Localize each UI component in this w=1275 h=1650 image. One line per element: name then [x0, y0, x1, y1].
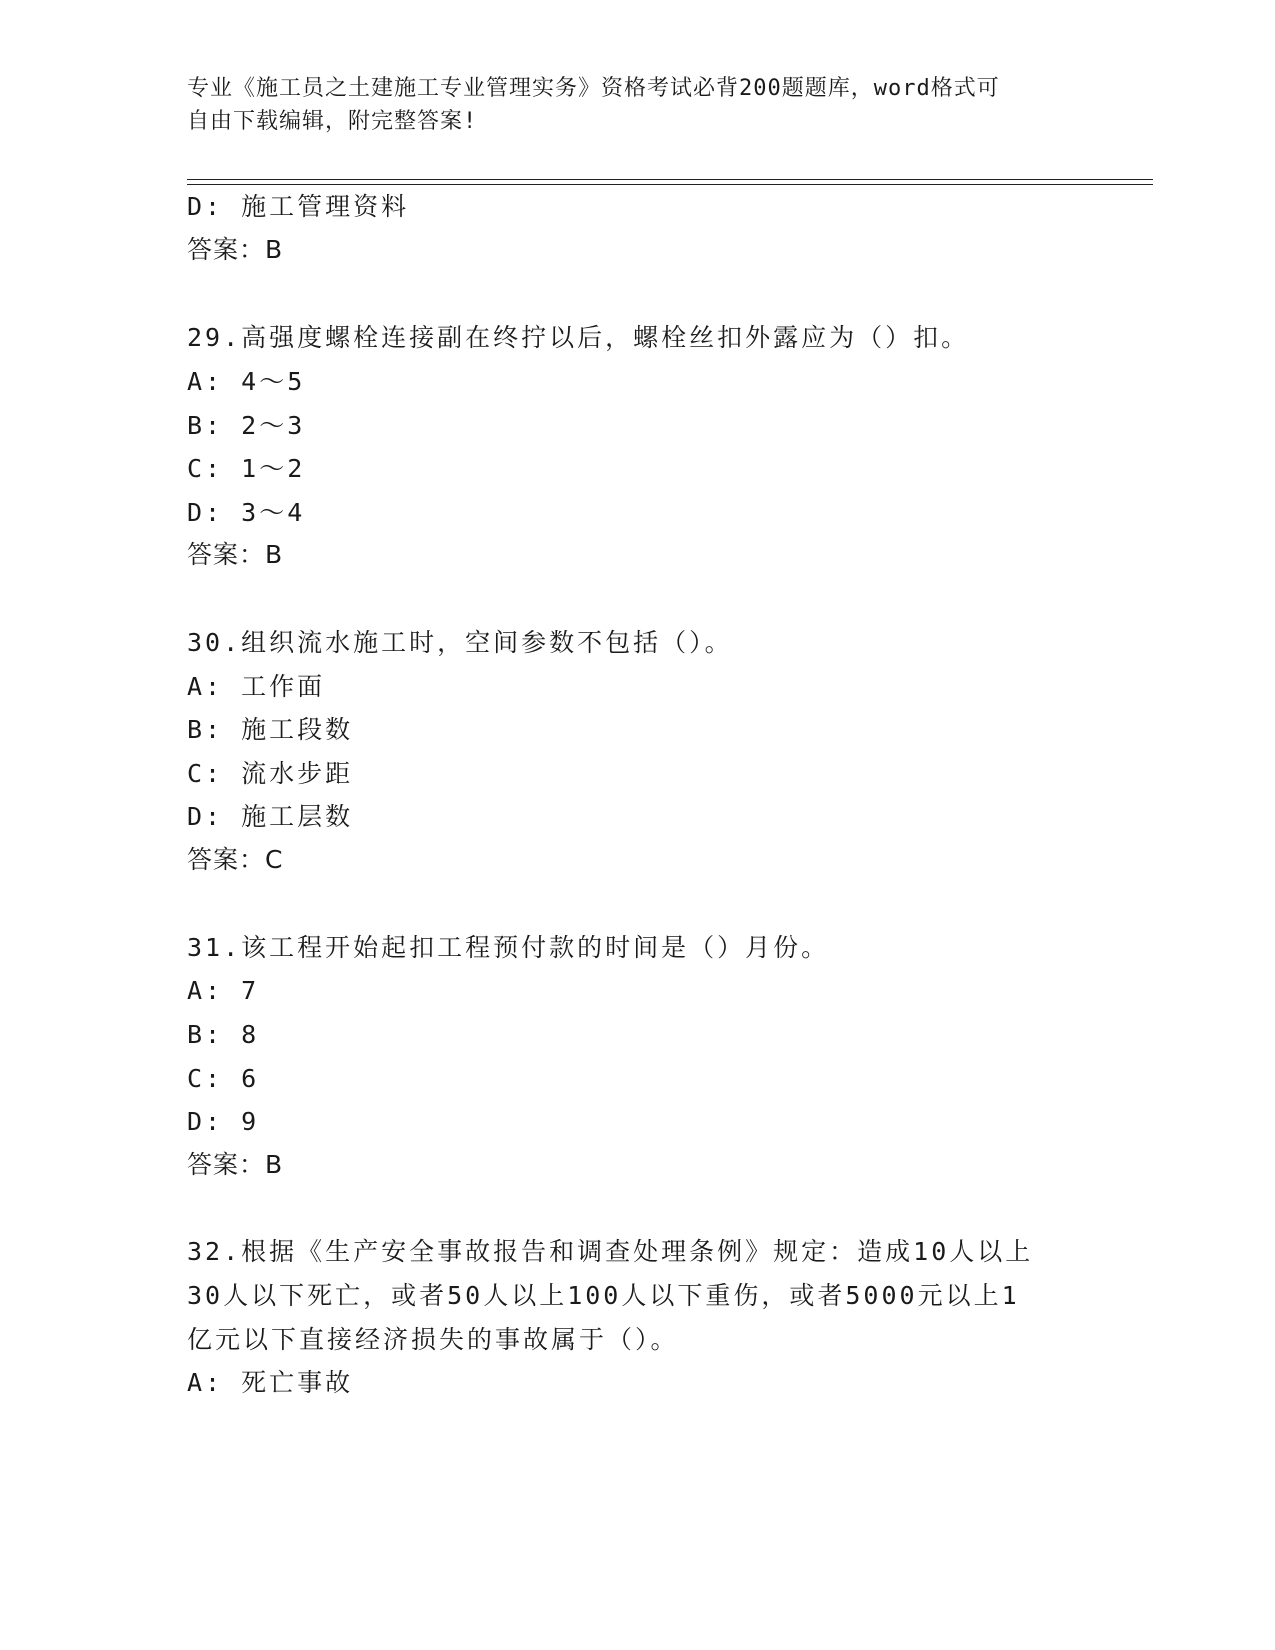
q29-option-c: C: 1～2	[187, 454, 306, 483]
q29-option-b: B: 2～3	[187, 411, 306, 440]
q29-option-a: A: 4～5	[187, 367, 306, 396]
prev-answer: 答案：B	[187, 235, 284, 264]
q31-option-b: B: 8	[187, 1020, 260, 1049]
header-line-2: 自由下载编辑，附完整答案!	[187, 109, 478, 134]
q32-question-line-2: 30人以下死亡，或者50人以上100人以下重伤，或者5000元以上1	[187, 1281, 1020, 1310]
q30-option-a: A: 工作面	[187, 672, 326, 701]
q31-question: 31.该工程开始起扣工程预付款的时间是（）月份。	[187, 933, 830, 962]
header-rule-top	[187, 179, 1153, 180]
q29-answer: 答案：B	[187, 540, 284, 569]
q29-option-d: D: 3～4	[187, 498, 306, 527]
q31-option-c: C: 6	[187, 1064, 260, 1093]
q31-answer: 答案：B	[187, 1150, 284, 1179]
header-line-1: 专业《施工员之土建施工专业管理实务》资格考试必背200题题库，word格式可	[187, 76, 1000, 101]
q29-question: 29.高强度螺栓连接副在终拧以后，螺栓丝扣外露应为（）扣。	[187, 323, 970, 352]
q32-question-line-3: 亿元以下直接经济损失的事故属于（）。	[187, 1325, 679, 1354]
q30-option-c: C: 流水步距	[187, 759, 354, 788]
q31-option-d: D: 9	[187, 1107, 260, 1136]
prev-option-d: D: 施工管理资料	[187, 192, 410, 221]
q30-question: 30.组织流水施工时，空间参数不包括（）。	[187, 628, 733, 657]
document-header	[187, 72, 1067, 138]
q31-option-a: A: 7	[187, 976, 260, 1005]
header-rule-bottom	[187, 184, 1153, 185]
q30-option-d: D: 施工层数	[187, 802, 354, 831]
q32-question-line-1: 32.根据《生产安全事故报告和调查处理条例》规定：造成10人以上	[187, 1237, 1034, 1266]
q32-option-a: A: 死亡事故	[187, 1368, 354, 1397]
q30-option-b: B: 施工段数	[187, 715, 354, 744]
q30-answer: 答案：C	[187, 845, 284, 874]
